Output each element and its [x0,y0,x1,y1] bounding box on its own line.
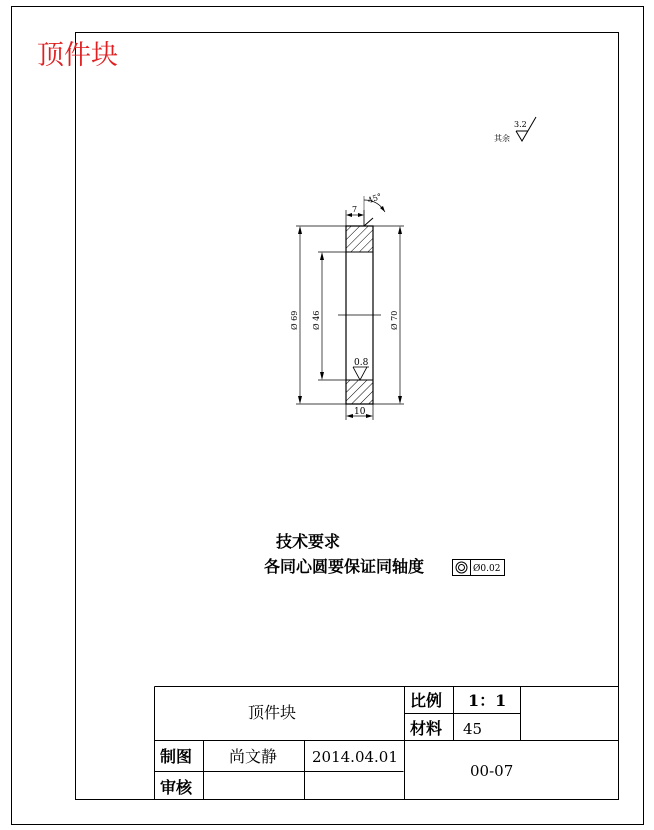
scale-label: 比例 [410,691,443,710]
outer-frame [12,7,644,825]
red-part-title: 顶件块 [37,40,118,71]
roughness-remaining-value: 3.2 [514,120,527,129]
concentricity-icon [456,562,467,573]
part-section-view [290,192,404,420]
hatch-top [346,226,373,252]
material-label: 材料 [410,719,443,738]
tech-heading: 技术要求 [276,532,341,551]
tech-line-1: 各同心圆要保证同轴度 [264,557,425,576]
material-value: 45 [463,720,483,738]
dim-chamfer-angle: 45° [366,191,383,206]
drawing-number: 00-07 [470,762,514,780]
drawn-label: 制图 [160,747,193,766]
drawn-name: 尚文静 [229,747,278,766]
dim-dia-69: Ø 69 [290,310,299,330]
hatch-bottom [346,380,373,404]
check-label: 审核 [160,778,193,797]
tolerance-frame [453,560,505,576]
tolerance-value: Ø0.02 [473,564,501,574]
title-block-name: 顶件块 [248,703,297,722]
roughness-remaining-label: 其余 [494,134,510,143]
roughness-bore-value: 0.8 [354,358,369,368]
scale-value: 1：1 [468,691,507,710]
dim-dia-46: Ø 46 [312,310,321,330]
roughness-bore [353,358,369,380]
title-block [155,687,619,800]
dim-chamfer-width: 7 [352,205,358,214]
roughness-remaining [494,117,536,143]
drawn-date: 2014.04.01 [312,748,398,766]
dim-dia-70: Ø 70 [390,310,399,330]
dim-thickness: 10 [354,407,366,417]
